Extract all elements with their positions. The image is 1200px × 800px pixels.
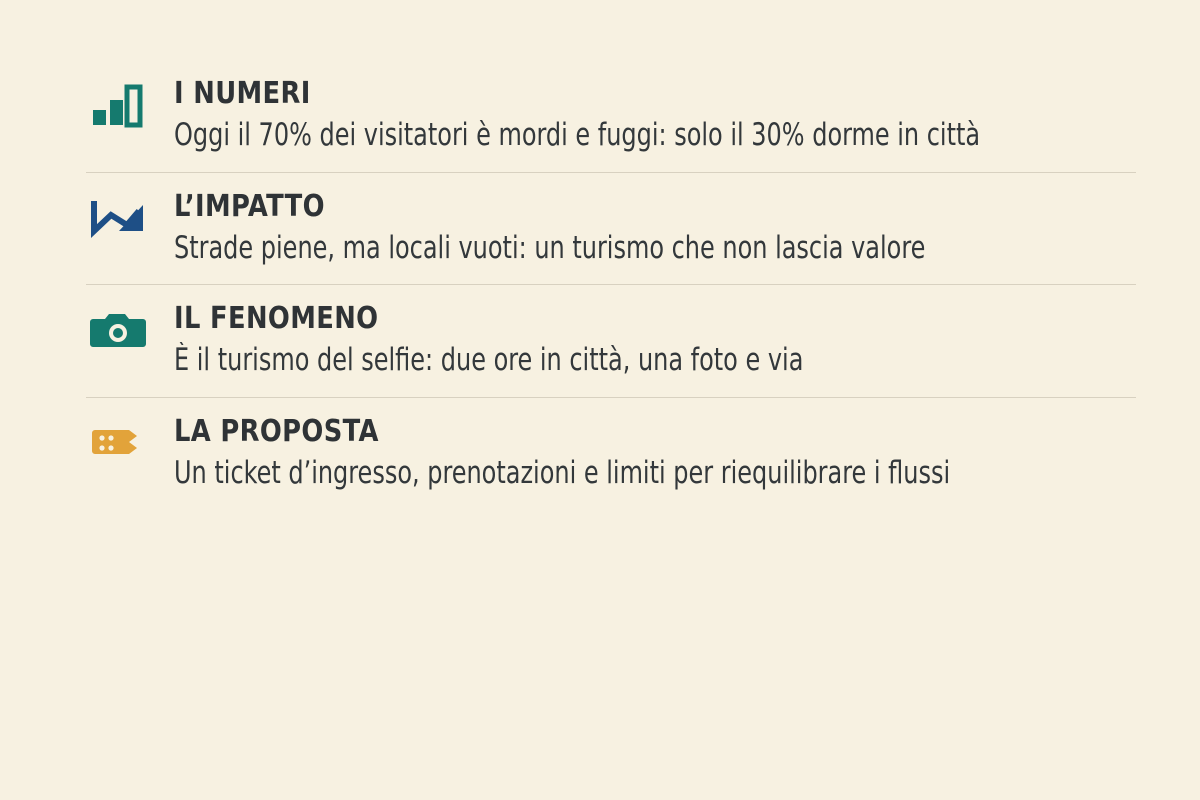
item-description: Oggi il 70% dei visitatori è mordi e fuggi: solo il 30% dorme in città: [174, 116, 981, 153]
item-text: [174, 188, 1136, 269]
item-kicker: IL FENOMENO: [174, 301, 379, 337]
list-item: [86, 78, 1136, 172]
ticket-icon: [86, 416, 152, 468]
item-text: [174, 303, 1136, 381]
camera-icon: [86, 303, 152, 355]
item-text: [174, 78, 1136, 156]
bar-chart-icon: [86, 78, 152, 130]
list-item: [86, 397, 1136, 510]
list-item: [86, 284, 1136, 397]
item-kicker: LA PROPOSTA: [174, 414, 379, 450]
list-item: [86, 172, 1136, 285]
item-description: È il turismo del selfie: due ore in città, una foto e via: [174, 342, 804, 379]
item-kicker: I NUMERI: [174, 76, 311, 111]
downward-trend-arrow-icon: [86, 191, 152, 243]
item-description: Un ticket d’ingresso, prenotazioni e limiti per riequilibrare i flussi: [174, 454, 951, 491]
item-description: Strade piene, ma locali vuoti: un turismo che non lascia valore: [174, 229, 926, 266]
item-text: [174, 416, 1136, 494]
item-kicker: L’IMPATTO: [174, 188, 325, 224]
